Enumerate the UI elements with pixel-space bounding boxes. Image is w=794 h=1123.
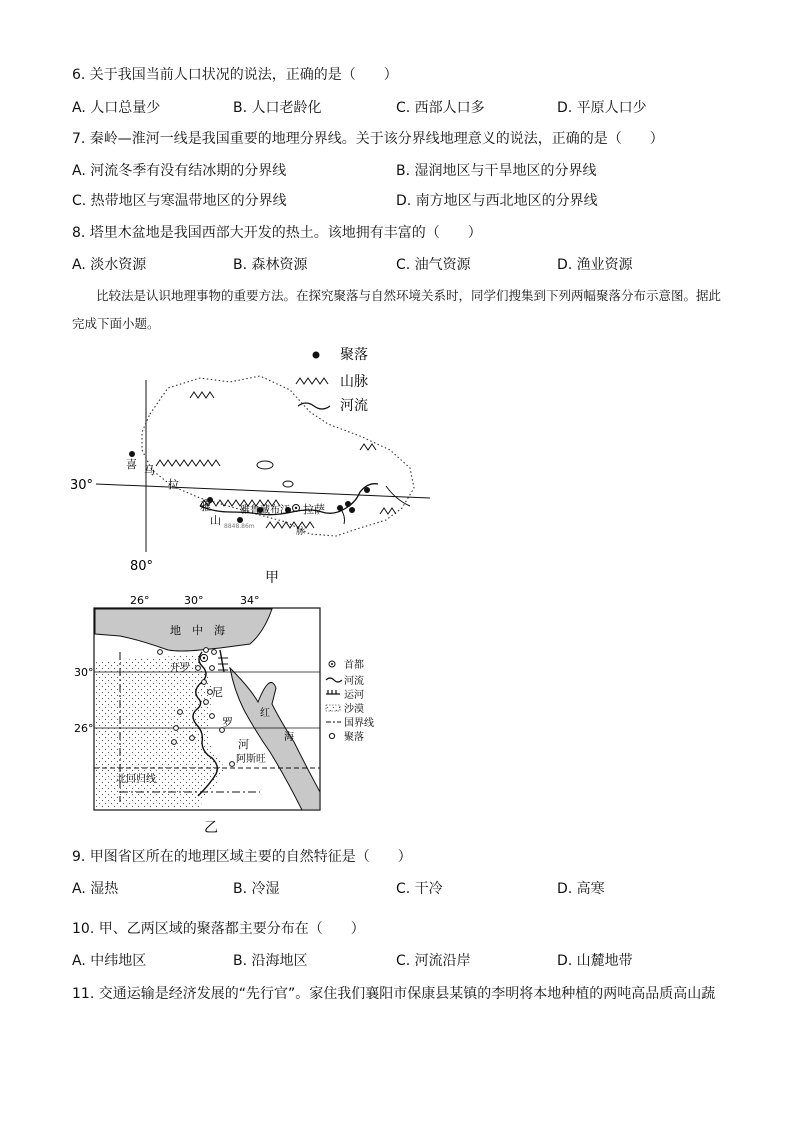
legend-canal-symbol <box>326 690 340 694</box>
lat-26-label: 26° <box>74 722 94 735</box>
settlement <box>210 714 215 719</box>
q10-stem: 10. 甲、乙两区域的聚落都主要分布在（ ） <box>72 921 365 937</box>
settlement <box>172 740 177 745</box>
label-med-1: 地 <box>170 624 181 637</box>
label-yarlung-tsangpo: 雅鲁藏布江 <box>240 505 290 516</box>
lat-30-label: 30° <box>74 666 94 679</box>
q9-option-c: C. 干冷 <box>396 881 443 897</box>
settlement <box>204 648 209 653</box>
settlement <box>364 487 370 493</box>
q9-option-d: D. 高寒 <box>557 881 605 897</box>
label-red-2: 海 <box>284 732 294 743</box>
q6-option-d: D. 平原人口少 <box>557 100 647 116</box>
settlement <box>204 700 209 705</box>
label-ma: 马 <box>144 464 155 477</box>
label-everest-height: 8848.86m <box>224 523 255 530</box>
label-aswan: 阿斯旺 <box>236 754 266 765</box>
q7-stem: 7. 秦岭—淮河一线是我国重要的地理分界线。关于该分界线地理意义的说法，正确的是（ ） <box>72 131 664 147</box>
lon-26-label: 26° <box>130 594 150 607</box>
q7-option-a: A. 河流冬季有没有结冰期的分界线 <box>72 163 287 179</box>
legend-settlement-symbol <box>313 352 320 359</box>
label-xi: 喜 <box>126 458 137 471</box>
label-shan: 山 <box>210 514 221 527</box>
legend-border-label: 国界线 <box>344 718 374 729</box>
map-jia <box>60 338 440 588</box>
settlement <box>178 710 183 715</box>
label-la: 拉 <box>168 478 179 491</box>
legend-river-symbol <box>326 678 342 682</box>
legend-desert-symbol <box>326 705 340 711</box>
legend-canal-label: 运河 <box>344 690 364 701</box>
q8-option-b: B. 森林资源 <box>233 257 308 273</box>
lake-1 <box>257 461 273 469</box>
settlement <box>337 505 343 511</box>
q10-option-a: A. 中纬地区 <box>72 953 147 969</box>
q10-option-c: C. 河流沿岸 <box>396 953 471 969</box>
q6-stem: 6. 关于我国当前人口状况的说法，正确的是（ ） <box>72 67 398 83</box>
settlement <box>158 650 163 655</box>
settlement <box>202 680 207 685</box>
lhasa-capital-dot <box>295 507 297 509</box>
settlement <box>129 451 135 457</box>
lon-34-label: 34° <box>240 594 260 607</box>
label-lhasa: 拉萨 <box>303 503 325 516</box>
q11-stem: 11. 交通运输是经济发展的“先行官”。家住我们襄阳市保康县某镇的李明将本地种植的两吨高品质高山蔬 <box>72 986 716 1002</box>
q9-option-b: B. 冷湿 <box>233 881 280 897</box>
label-ya: 雅 <box>200 500 211 513</box>
q9-stem: 9. 甲图省区所在的地理区域主要的自然特征是（ ） <box>72 849 412 865</box>
q8-option-d: D. 渔业资源 <box>557 257 633 273</box>
settlement <box>345 501 351 507</box>
settlement <box>190 736 195 741</box>
q8-option-c: C. 油气资源 <box>396 257 471 273</box>
lon-30-label: 30° <box>184 594 204 607</box>
legend-capital-label: 首都 <box>344 660 364 671</box>
label-he: 河 <box>238 738 249 751</box>
q6-option-b: B. 人口老龄化 <box>233 100 322 116</box>
intro-paragraph: 比较法是认识地理事物的重要方法。在探究聚落与自然环境关系时，同学们搜集到下列两幅聚落分布示意图。据此完成下面小题。 <box>72 288 722 331</box>
label-tropic: 北回归线 <box>116 774 156 785</box>
lon-80-label: 80° <box>130 559 154 574</box>
cairo-capital-dot <box>203 657 205 659</box>
q6-option-a: A. 人口总量少 <box>72 100 161 116</box>
settlement <box>196 666 201 671</box>
q8-option-a: A. 淡水资源 <box>72 257 147 273</box>
settlement <box>349 507 355 513</box>
q7-option-c: C. 热带地区与寒温带地区的分界线 <box>72 193 287 209</box>
legend-desert-label: 沙漠 <box>344 704 364 715</box>
q8-stem: 8. 塔里木盆地是我国西部大开发的热土。该地拥有丰富的（ ） <box>72 225 482 241</box>
q7-option-d: D. 南方地区与西北地区的分界线 <box>396 193 598 209</box>
map-jia-caption: 甲 <box>265 570 279 586</box>
map-yi <box>74 592 400 840</box>
himalaya-ridge-3 <box>266 522 314 528</box>
label-med-3: 海 <box>214 624 225 637</box>
kunlun-ridge <box>190 392 214 398</box>
legend-settlement-label: 聚落 <box>340 347 368 363</box>
legend-mountain-symbol <box>296 378 328 384</box>
q7-option-b: B. 湿润地区与干旱地区的分界线 <box>396 163 597 179</box>
legend-river-symbol <box>298 403 330 409</box>
label-cairo: 开罗 <box>170 663 190 674</box>
q10-option-d: D. 山麓地带 <box>557 953 633 969</box>
settlement <box>212 650 217 655</box>
q6-option-c: C. 西部人口多 <box>396 100 485 116</box>
east-ridge-2 <box>380 508 396 514</box>
settlement <box>210 666 215 671</box>
settlement <box>230 762 235 767</box>
lake-2 <box>283 481 293 487</box>
map-yi-caption: 乙 <box>204 820 218 836</box>
legend-settlement-symbol <box>329 733 334 738</box>
label-red-1: 红 <box>260 708 270 719</box>
q10-option-b: B. 沿海地区 <box>233 953 308 969</box>
label-mai: 脉 <box>296 527 306 537</box>
lat-30-label: 30° <box>70 478 94 493</box>
map-yi-legend <box>326 658 374 743</box>
legend-mountain-label: 山脉 <box>340 374 368 390</box>
east-ridge-1 <box>360 444 376 450</box>
q9-option-a: A. 湿热 <box>72 881 119 897</box>
settlement <box>174 726 179 731</box>
legend-river-label: 河流 <box>344 676 364 687</box>
label-med-2: 中 <box>192 624 203 637</box>
label-ni: 尼 <box>212 686 223 699</box>
legend-settlement-label: 聚落 <box>344 732 364 743</box>
legend-river-label: 河流 <box>340 398 368 414</box>
himalaya-ridge-1 <box>156 460 220 466</box>
label-luo: 罗 <box>222 716 233 729</box>
